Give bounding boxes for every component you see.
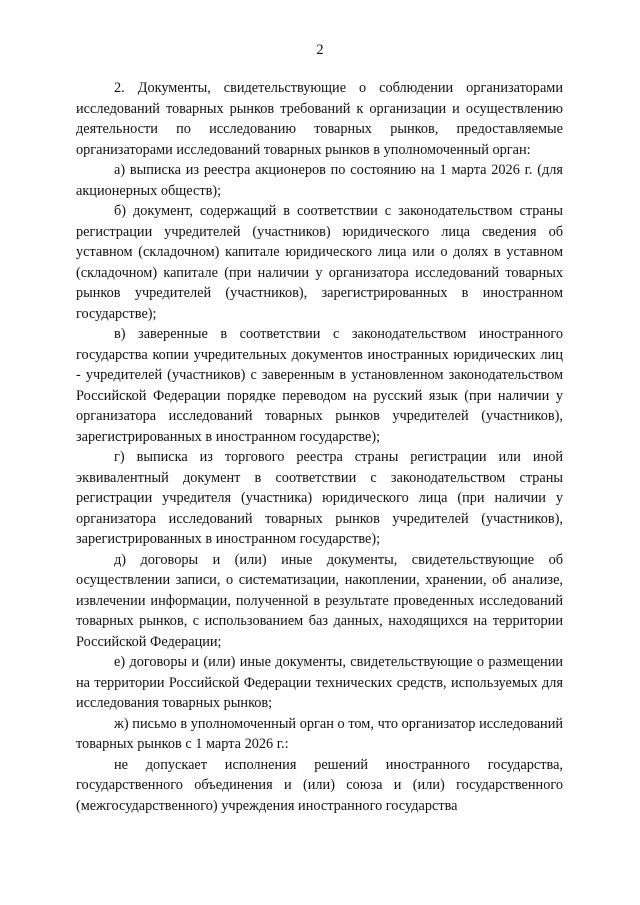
document-body	[76, 78, 563, 816]
paragraph-subitem-e: е) договоры и (или) иные документы, свидетельствующие о размещении на территории Российской Федерации технических средств, используемых для исследования товарных рынков;	[76, 654, 563, 711]
paragraph-subitem-zh: ж) письмо в уполномоченный орган о том, что организатор исследований товарных рынков с 1 марта 2026 г.:	[76, 715, 563, 752]
paragraph-subitem-d: д) договоры и (или) иные документы, свидетельствующие об осуществлении записи, о систематизации, накоплении, хранении, об анализе, извлечении информации, полученной в результате проведенных исследований товарных рынков, с использованием баз данных, находящихся на территории Российской Федерации;	[76, 551, 563, 650]
paragraph-item-2: 2. Документы, свидетельствующие о соблюдении организаторами исследований товарных рынков требований к организации и осуществлению деятельности по исследованию товарных рынков, предоставляемые организаторами исследований товарных рынков в уполномоченный орган:	[76, 80, 563, 158]
paragraph-subitem-b: б) документ, содержащий в соответствии с законодательством страны регистрации учредителей (участников) юридического лица сведения об уставном (складочном) капитале юридического лица или о долях в уставном (складочном) капитале (при наличии у организатора исследований товарных рынков учредителей (участников), зарегистрированных в иностранном государстве);	[76, 203, 563, 322]
paragraph-continuation: не допускает исполнения решений иностранного государства, государственного объединения и (или) союза и (или) государственного (межгосударственного) учреждения иностранного государства	[76, 756, 563, 814]
page-number: 2	[316, 42, 324, 58]
paragraph-subitem-g: г) выписка из торгового реестра страны регистрации или иной эквивалентный документ в соответствии с законодательством страны регистрации учредителя (участника) юридического лица (при наличии у организатора исследований товарных рынков учредителей (участников), зарегистрированных в иностранном государстве);	[76, 449, 563, 547]
paragraph-subitem-a: а) выписка из реестра акционеров по состоянию на 1 марта 2026 г. (для акционерных обществ);	[76, 162, 563, 199]
paragraph-subitem-v: в) заверенные в соответствии с законодательством иностранного государства копии учредительных документов иностранных юридических лиц - учредителей (участников) с заверенным в установленном законодательством Российской Федерации порядке переводом на русский язык (при наличии у организатора исследований товарных рынков учредителей (участников), зарегистрированных в иностранном государстве);	[76, 326, 563, 445]
